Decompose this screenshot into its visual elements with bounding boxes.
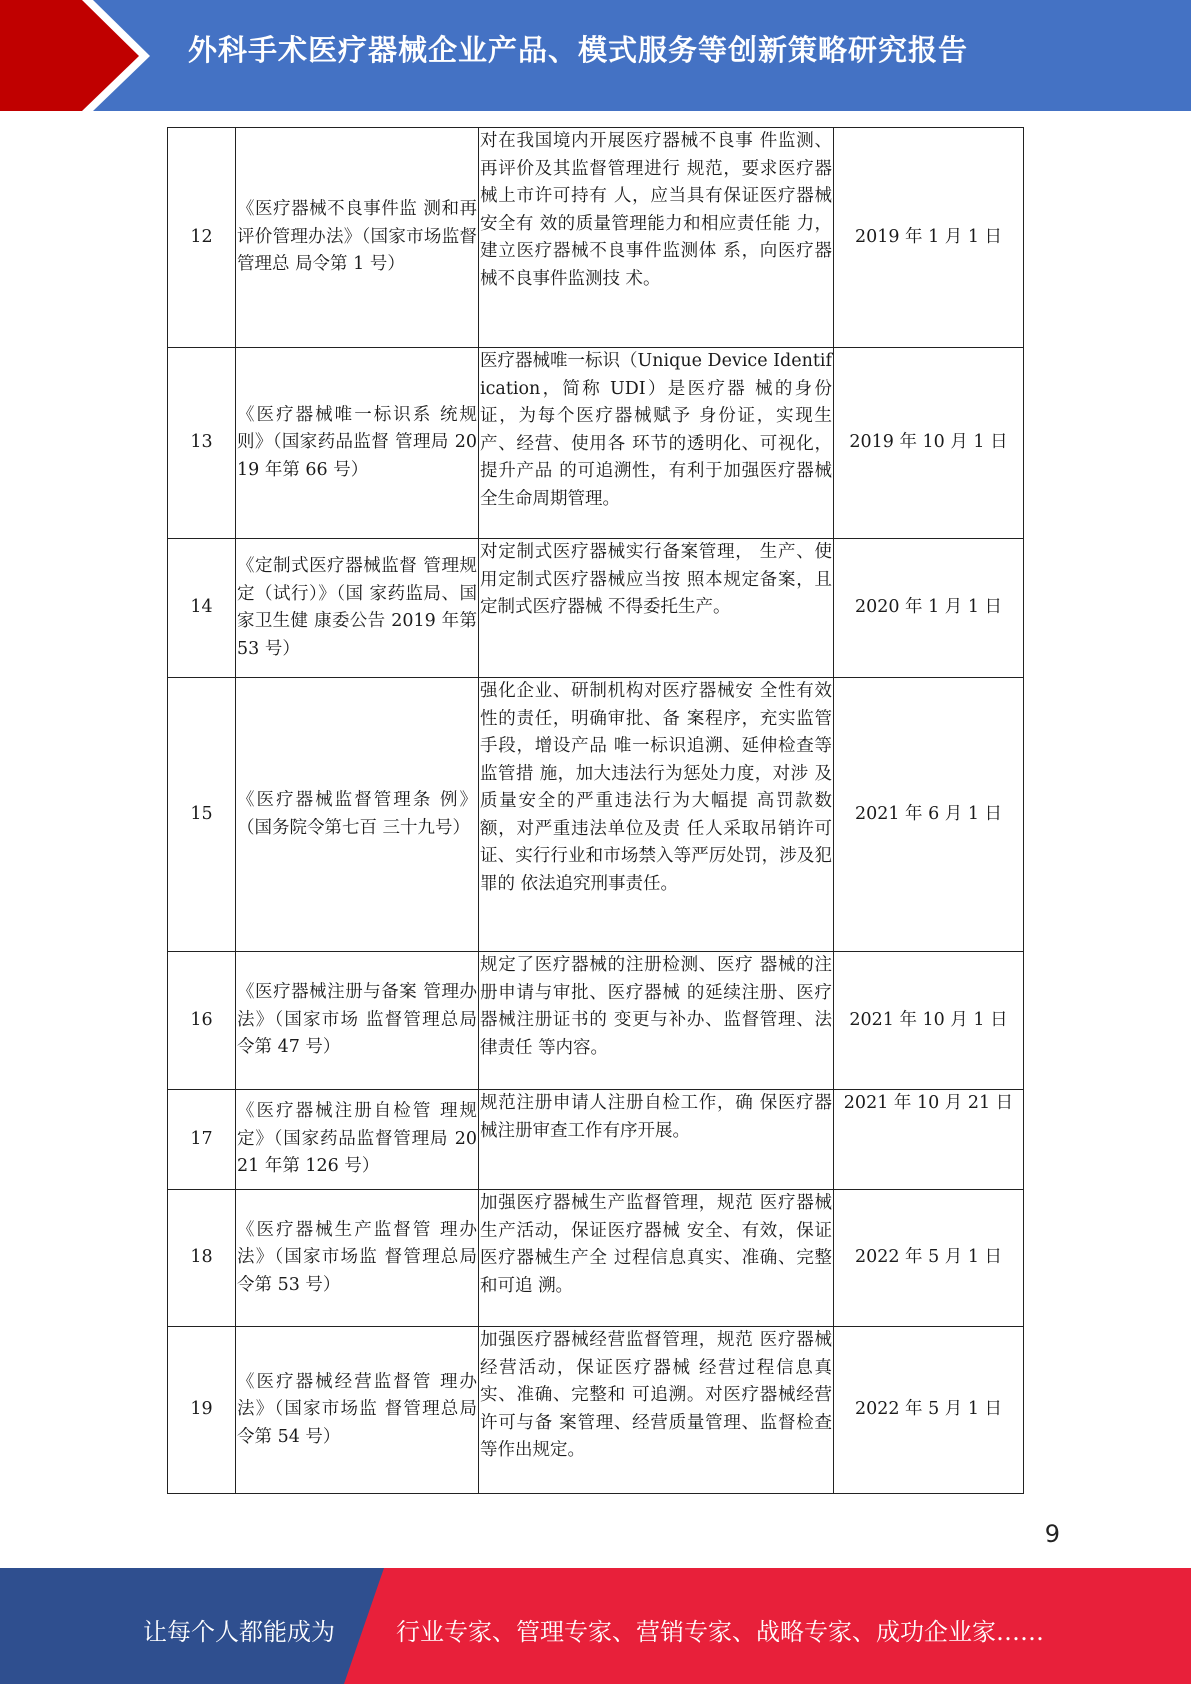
regulation-name: 《医疗器械不良事件监 测和再评价管理办法》（国家市场监督管理总 局令第 1 号）	[236, 128, 479, 348]
row-number: 15	[168, 678, 236, 952]
effective-date: 2021 年 10 月 21 日	[834, 1090, 1024, 1190]
row-number: 17	[168, 1090, 236, 1190]
row-number: 14	[168, 539, 236, 678]
regulation-content: 规范注册申请人注册自检工作，确 保医疗器械注册审查工作有序开展。	[479, 1090, 834, 1190]
table-row	[168, 678, 1024, 952]
table-row	[168, 1327, 1024, 1494]
table-row	[168, 1090, 1024, 1190]
regulation-name: 《医疗器械注册自检管 理规定》（国家药品监督管理局 2021 年第 126 号）	[236, 1090, 479, 1190]
page-number: 9	[1044, 1520, 1060, 1548]
effective-date: 2019 年 1 月 1 日	[834, 128, 1024, 348]
regulation-content: 加强医疗器械生产监督管理，规范 医疗器械生产活动，保证医疗器械 安全、有效，保证医疗器械生产全 过程信息真实、准确、完整和可追 溯。	[479, 1190, 834, 1327]
row-number: 18	[168, 1190, 236, 1327]
footer-slogan-right: 行业专家、管理专家、营销专家、战略专家、成功企业家……	[396, 1618, 1044, 1646]
regulation-content: 对在我国境内开展医疗器械不良事 件监测、再评价及其监督管理进行 规范，要求医疗器械上市许可持有 人，应当具有保证医疗器械安全有 效的质量管理能力和相应责任能 力，建立医疗器械不良事件监测体 系，向医疗器械不良事件监测技 术。	[479, 128, 834, 348]
effective-date: 2020 年 1 月 1 日	[834, 539, 1024, 678]
footer-slogan-left: 让每个人都能成为	[143, 1618, 335, 1646]
page-footer	[0, 1568, 1191, 1684]
effective-date: 2019 年 10 月 1 日	[834, 348, 1024, 539]
report-title: 外科手术医疗器械企业产品、模式服务等创新策略研究报告	[188, 33, 969, 67]
table-row	[168, 952, 1024, 1090]
regulation-content: 强化企业、研制机构对医疗器械安 全性有效性的责任，明确审批、备 案程序，充实监管手段，增设产品 唯一标识追溯、延伸检查等监管措 施，加大违法行为惩处力度，对涉 及质量安全的严重违法行为大幅提 高罚款数额，对严重违法单位及责 任人采取吊销许可证、实行行业和市场禁入等严厉处罚，涉及犯罪的 依法追究刑事责任。	[479, 678, 834, 952]
row-number: 16	[168, 952, 236, 1090]
table-row	[168, 348, 1024, 539]
regulation-content: 对定制式医疗器械实行备案管理， 生产、使用定制式医疗器械应当按 照本规定备案，且定制式医疗器械 不得委托生产。	[479, 539, 834, 678]
regulation-name: 《医疗器械唯一标识系 统规则》（国家药品监督 管理局 2019 年第 66 号）	[236, 348, 479, 539]
page-header	[0, 0, 1191, 111]
effective-date: 2022 年 5 月 1 日	[834, 1327, 1024, 1494]
regulation-table	[167, 127, 1024, 1494]
regulation-name: 《医疗器械经营监督管 理办法》（国家市场监 督管理总局令第 54 号）	[236, 1327, 479, 1494]
table-row	[168, 539, 1024, 678]
effective-date: 2021 年 10 月 1 日	[834, 952, 1024, 1090]
row-number: 12	[168, 128, 236, 348]
table-row	[168, 128, 1024, 348]
row-number: 13	[168, 348, 236, 539]
regulation-name: 《医疗器械生产监督管 理办法》（国家市场监 督管理总局令第 53 号）	[236, 1190, 479, 1327]
table-row	[168, 1190, 1024, 1327]
regulation-content: 医疗器械唯一标识（Unique Device Identification，简称 UDI）是医疗器 械的身份证，为每个医疗器械赋予 身份证，实现生产、经营、使用各 环节的透明化、可视化，提升产品 的可追溯性，有利于加强医疗器械 全生命周期管理。	[479, 348, 834, 539]
effective-date: 2022 年 5 月 1 日	[834, 1190, 1024, 1327]
regulation-content: 规定了医疗器械的注册检测、医疗 器械的注册申请与审批、医疗器械 的延续注册、医疗器械注册证书的 变更与补办、监督管理、法律责任 等内容。	[479, 952, 834, 1090]
regulation-name: 《医疗器械监督管理条 例》（国务院令第七百 三十九号）	[236, 678, 479, 952]
regulation-content: 加强医疗器械经营监督管理，规范 医疗器械经营活动，保证医疗器械 经营过程信息真实、准确、完整和 可追溯。对医疗器械经营许可与备 案管理、经营质量管理、监督检查 等作出规定。	[479, 1327, 834, 1494]
regulation-name: 《定制式医疗器械监督 管理规定（试行）》（国 家药监局、国家卫生健 康委公告 2019 年第 53 号）	[236, 539, 479, 678]
regulation-name: 《医疗器械注册与备案 管理办法》（国家市场 监督管理总局令第 47 号）	[236, 952, 479, 1090]
row-number: 19	[168, 1327, 236, 1494]
effective-date: 2021 年 6 月 1 日	[834, 678, 1024, 952]
